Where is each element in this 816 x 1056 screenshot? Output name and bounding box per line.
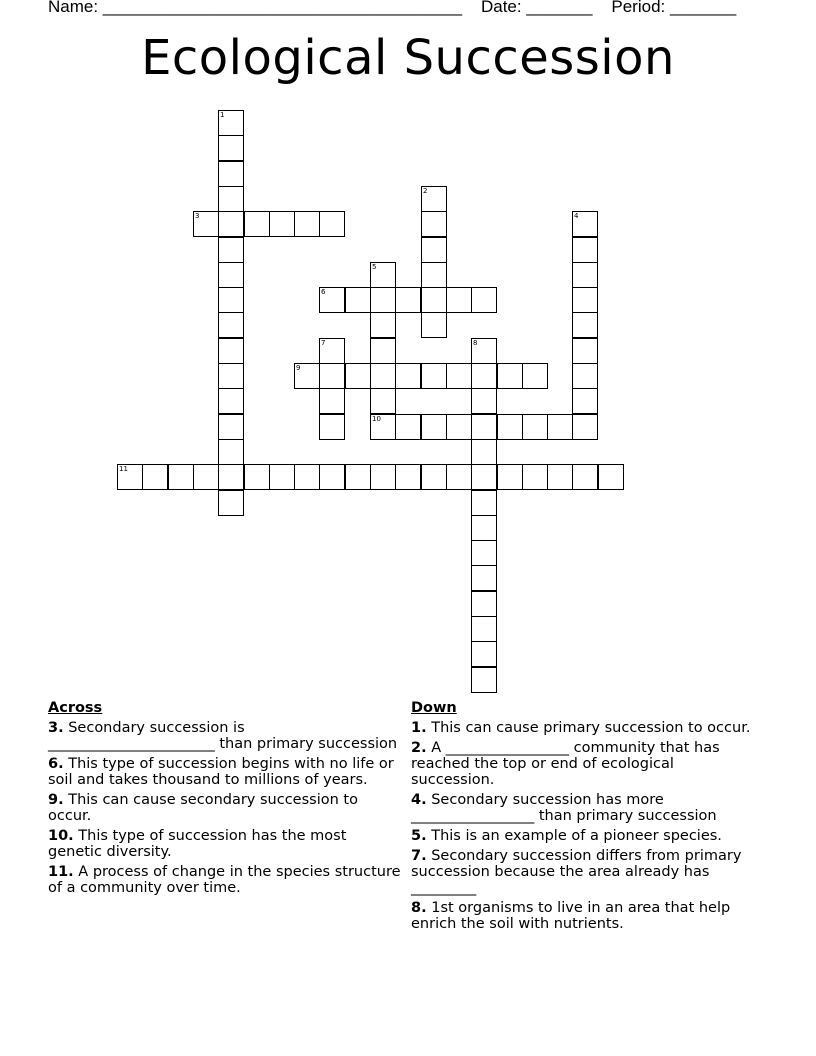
crossword-cell[interactable] [319,388,345,414]
crossword-cell[interactable] [522,464,548,490]
clue-number: 2. [411,740,427,756]
crossword-cell[interactable] [345,287,371,313]
crossword-cell[interactable] [269,211,295,237]
crossword-cell[interactable] [421,312,447,338]
cell-number: 4 [574,212,579,220]
clue-text: 1st organisms to live in an area that help enrich the soil with nutrients. [411,900,731,932]
crossword-cell[interactable] [421,363,447,389]
crossword-cell[interactable] [497,363,523,389]
crossword-cell[interactable] [319,287,345,313]
clue-number: 10. [48,828,74,844]
crossword-cell[interactable] [319,363,345,389]
crossword-cell[interactable] [471,515,497,541]
crossword-cell[interactable] [471,667,497,693]
crossword-cell[interactable] [168,464,194,490]
cell-number: 2 [423,187,428,195]
crossword-cell[interactable] [244,211,270,237]
crossword-cell[interactable] [218,338,244,364]
clue-down-4 [411,792,756,824]
cell-number: 3 [195,212,200,220]
crossword-cell[interactable] [370,388,396,414]
crossword-cell[interactable] [497,414,523,440]
crossword-cell[interactable] [370,262,396,288]
crossword-cell[interactable] [471,414,497,440]
crossword-cell[interactable] [395,464,421,490]
clue-across-3 [48,720,403,752]
down-heading: Down [411,700,457,716]
student-info-line: Name: ______________________________________ Date: _______ Period: _______ [48,0,737,16]
crossword-cell[interactable] [572,414,598,440]
crossword-cell[interactable] [319,338,345,364]
crossword-cell[interactable] [471,338,497,364]
page-title: Ecological Succession [141,30,675,86]
crossword-cell[interactable] [572,287,598,313]
crossword-cell[interactable] [471,464,497,490]
crossword-cell[interactable] [471,287,497,313]
crossword-cell[interactable] [193,211,219,237]
clue-down-2 [411,740,756,788]
crossword-cell[interactable] [421,464,447,490]
clue-number: 7. [411,848,427,864]
crossword-cell[interactable] [218,262,244,288]
crossword-cell[interactable] [218,110,244,136]
crossword-cell[interactable] [370,338,396,364]
crossword-cell[interactable] [218,161,244,187]
clue-down-1 [411,720,756,736]
crossword-cell[interactable] [218,135,244,161]
cell-number: 6 [321,288,326,296]
crossword-cell[interactable] [421,287,447,313]
clue-down-7 [411,848,756,896]
crossword-cell[interactable] [421,262,447,288]
crossword-cell[interactable] [471,565,497,591]
crossword-cell[interactable] [471,439,497,465]
crossword-cell[interactable] [572,363,598,389]
crossword-cell[interactable] [446,414,472,440]
clue-text: This is an example of a pioneer species. [426,828,722,844]
crossword-cell[interactable] [547,414,573,440]
clue-number: 11. [48,864,74,880]
crossword-cell[interactable] [345,363,371,389]
crossword-cell[interactable] [218,464,244,490]
crossword-cell[interactable] [117,464,143,490]
clue-across-11 [48,864,403,896]
crossword-cell[interactable] [471,591,497,617]
clue-text: A process of change in the species structure of a community over time. [48,864,401,896]
crossword-cell[interactable] [598,464,624,490]
crossword-cell[interactable] [421,186,447,212]
cell-number: 9 [296,364,301,372]
cell-number: 8 [473,339,478,347]
crossword-cell[interactable] [345,464,371,490]
clue-number: 5. [411,828,427,844]
crossword-cell[interactable] [319,414,345,440]
crossword-cell[interactable] [370,464,396,490]
crossword-cell[interactable] [421,237,447,263]
crossword-cell[interactable] [547,464,573,490]
crossword-cell[interactable] [446,287,472,313]
crossword-cell[interactable] [218,211,244,237]
crossword-cell[interactable] [572,262,598,288]
crossword-cell[interactable] [370,363,396,389]
clue-number: 1. [411,720,427,736]
clue-text: This can cause secondary succession to occur. [48,792,358,824]
clue-text: Secondary succession differs from primary succession because the area already has _________ [411,848,742,896]
clue-across-9 [48,792,403,824]
crossword-cell[interactable] [471,388,497,414]
across-heading: Across [48,700,103,716]
clue-text: This can cause primary succession to occur. [426,720,751,736]
crossword-cell[interactable] [395,363,421,389]
crossword-cell[interactable] [218,237,244,263]
crossword-cell[interactable] [370,414,396,440]
crossword-cell[interactable] [395,414,421,440]
cell-number: 7 [321,339,326,347]
crossword-cell[interactable] [572,388,598,414]
crossword-cell[interactable] [446,464,472,490]
crossword-cell[interactable] [269,464,295,490]
crossword-cell[interactable] [395,287,421,313]
crossword-cell[interactable] [522,363,548,389]
crossword-cell[interactable] [218,363,244,389]
crossword-cell[interactable] [471,641,497,667]
clue-number: 3. [48,720,64,736]
clue-text: This type of succession begins with no life or soil and takes thousand to millions of years. [48,756,394,788]
crossword-cell[interactable] [218,439,244,465]
crossword-cell[interactable] [572,338,598,364]
crossword-cell[interactable] [218,490,244,516]
clue-text: This type of succession has the most genetic diversity. [48,828,347,860]
crossword-cell[interactable] [319,464,345,490]
crossword-cell[interactable] [572,211,598,237]
clue-across-10 [48,828,403,860]
crossword-cell[interactable] [446,363,472,389]
crossword-cell[interactable] [572,237,598,263]
crossword-cell[interactable] [471,363,497,389]
crossword-cell[interactable] [522,414,548,440]
clue-text: A _________________ community that has reached the top or end of ecological succession. [411,740,720,788]
clue-number: 4. [411,792,427,808]
crossword-cell[interactable] [218,312,244,338]
crossword-cell[interactable] [572,464,598,490]
clue-text: Secondary succession has more _________________ than primary succession [411,792,717,824]
crossword-cell[interactable] [142,464,168,490]
crossword-cell[interactable] [218,287,244,313]
cell-number: 5 [372,263,377,271]
crossword-cell[interactable] [471,540,497,566]
crossword-cell[interactable] [471,616,497,642]
across-clues [48,700,403,900]
clue-across-6 [48,756,403,788]
crossword-cell[interactable] [421,211,447,237]
crossword-cell[interactable] [193,464,219,490]
crossword-cell[interactable] [218,388,244,414]
clue-down-5 [411,828,756,844]
clue-number: 8. [411,900,427,916]
crossword-cell[interactable] [244,464,270,490]
crossword-cell[interactable] [370,287,396,313]
crossword-cell[interactable] [218,414,244,440]
crossword-cell[interactable] [294,464,320,490]
clue-number: 6. [48,756,64,772]
down-clues [411,700,756,936]
crossword-cell[interactable] [319,211,345,237]
crossword-cell[interactable] [218,186,244,212]
clue-down-8 [411,900,756,932]
crossword-cell[interactable] [497,464,523,490]
cell-number: 10 [372,415,381,423]
clue-text: Secondary succession is _______________________ than primary succession [48,720,398,752]
crossword-cell[interactable] [572,312,598,338]
crossword-cell[interactable] [421,414,447,440]
cell-number: 11 [119,465,128,473]
cell-number: 1 [220,111,225,119]
crossword-cell[interactable] [294,363,320,389]
clue-number: 9. [48,792,64,808]
crossword-cell[interactable] [370,312,396,338]
crossword-cell[interactable] [294,211,320,237]
crossword-cell[interactable] [471,490,497,516]
